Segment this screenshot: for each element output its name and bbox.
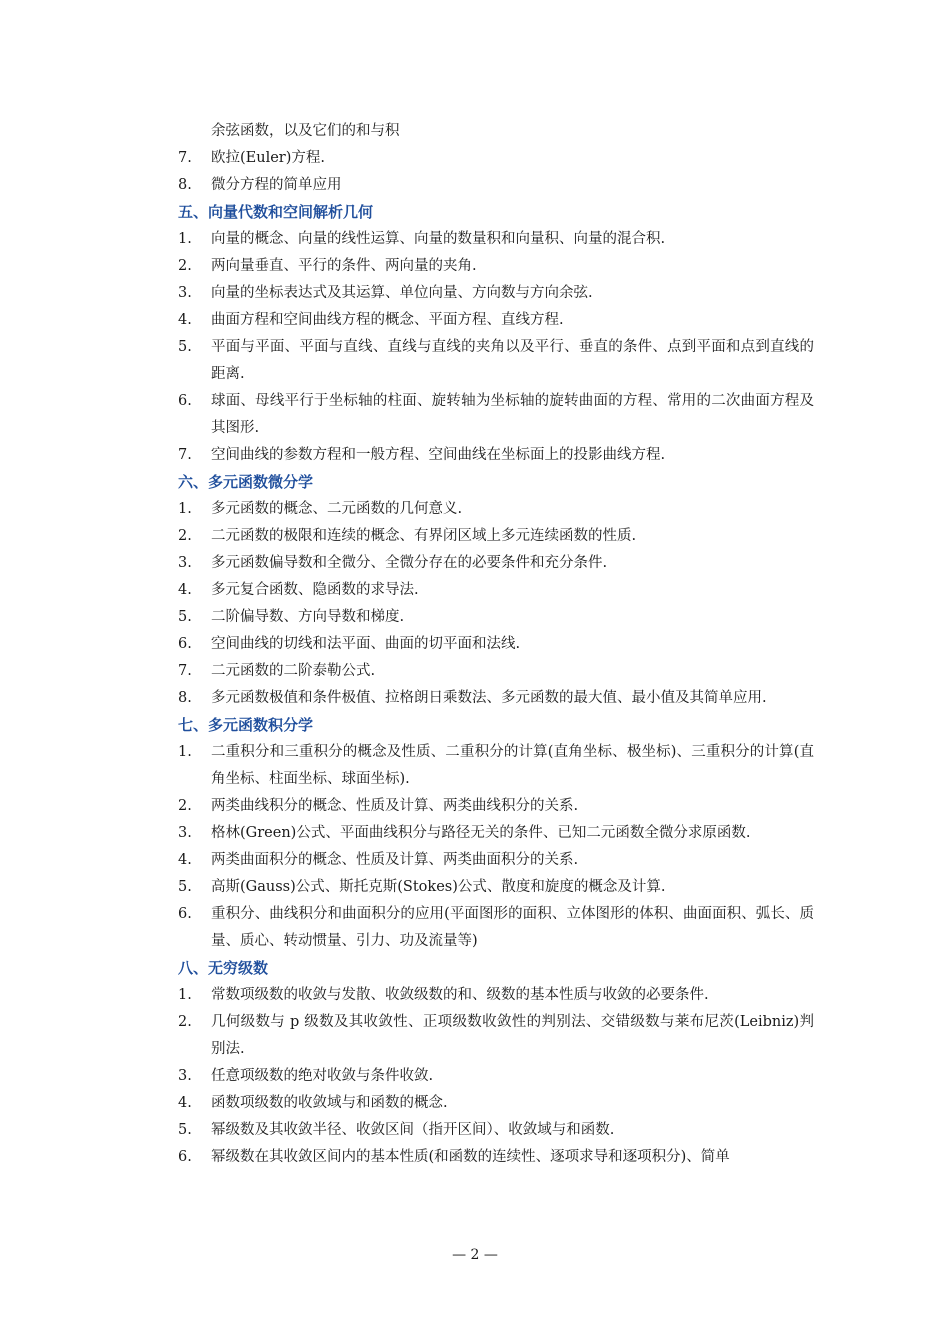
item-text: 两类曲线积分的概念、性质及计算、两类曲线积分的关系.	[211, 798, 579, 814]
list-item	[178, 1009, 814, 1063]
list-item	[178, 1090, 814, 1117]
item-text: 二元函数的二阶泰勒公式.	[211, 663, 376, 679]
item-number: 6.	[178, 906, 192, 922]
list-item	[178, 604, 814, 631]
item-number: 5.	[178, 339, 192, 355]
list-item	[178, 172, 814, 199]
item-text: 函数项级数的收敛域与和函数的概念.	[211, 1095, 448, 1111]
list-item	[178, 280, 814, 307]
item-text: 高斯(Gauss)公式、斯托克斯(Stokes)公式、散度和旋度的概念及计算.	[211, 879, 666, 895]
list-item	[178, 1144, 814, 1171]
list-item	[178, 307, 814, 334]
list-item	[178, 1117, 814, 1144]
item-number: 7.	[178, 663, 192, 679]
item-number: 3.	[178, 285, 192, 301]
list-item	[178, 577, 814, 604]
item-number: 5.	[178, 1122, 192, 1138]
list-item	[178, 820, 814, 847]
page-number: — 2 —	[452, 1247, 498, 1263]
item-number: 7.	[178, 150, 192, 166]
list-item	[178, 550, 814, 577]
list-item	[178, 658, 814, 685]
list-item	[178, 334, 814, 388]
section-heading: 六、多元函数微分学	[178, 473, 314, 491]
item-text: 微分方程的简单应用	[211, 177, 342, 193]
item-text: 曲面方程和空间曲线方程的概念、平面方程、直线方程.	[211, 312, 564, 328]
item-text: 二元函数的极限和连续的概念、有界闭区域上多元连续函数的性质.	[211, 528, 637, 544]
item-text: 常数项级数的收敛与发散、收敛级数的和、级数的基本性质与收敛的必要条件.	[211, 987, 709, 1003]
item-number: 3.	[178, 555, 192, 571]
item-text: 多元函数极值和条件极值、拉格朗日乘数法、多元函数的最大值、最小值及其简单应用.	[211, 690, 767, 706]
section-heading: 五、向量代数和空间解析几何	[178, 203, 374, 221]
list-item	[178, 901, 814, 955]
item-text: 空间曲线的切线和法平面、曲面的切平面和法线.	[211, 636, 521, 652]
item-number: 5.	[178, 879, 192, 895]
item-number: 1.	[178, 744, 192, 760]
list-item	[178, 739, 814, 793]
list-item	[178, 793, 814, 820]
item-number: 4.	[178, 582, 192, 598]
item-number: 3.	[178, 1068, 192, 1084]
item-text: 重积分、曲线积分和曲面积分的应用(平面图形的面积、立体图形的体积、曲面面积、弧长、质量、质心、转动惯量、引力、功及流量等)	[211, 906, 814, 949]
section-heading: 八、无穷级数	[178, 959, 269, 977]
item-number: 4.	[178, 312, 192, 328]
item-text: 向量的概念、向量的线性运算、向量的数量积和向量积、向量的混合积.	[211, 231, 666, 247]
list-item	[178, 685, 814, 712]
item-number: 1.	[178, 501, 192, 517]
item-text: 欧拉(Euler)方程.	[211, 150, 325, 166]
carryover-text: 余弦函数，以及它们的和与积	[211, 123, 400, 139]
item-number: 8.	[178, 690, 192, 706]
item-text: 幂级数在其收敛区间内的基本性质(和函数的连续性、逐项求导和逐项积分)、简单	[211, 1149, 730, 1165]
list-item	[178, 145, 814, 172]
item-text: 几何级数与 p 级数及其收敛性、正项级数收敛性的判别法、交错级数与莱布尼茨(Leibniz)判别法.	[211, 1014, 814, 1057]
item-text: 多元函数偏导数和全微分、全微分存在的必要条件和充分条件.	[211, 555, 608, 571]
item-text: 两类曲面积分的概念、性质及计算、两类曲面积分的关系.	[211, 852, 579, 868]
item-number: 3.	[178, 825, 192, 841]
list-item	[178, 523, 814, 550]
list-item	[178, 874, 814, 901]
list-item	[178, 631, 814, 658]
item-number: 2.	[178, 798, 192, 814]
item-number: 1.	[178, 231, 192, 247]
item-text: 多元函数的概念、二元函数的几何意义.	[211, 501, 463, 517]
item-text: 两向量垂直、平行的条件、两向量的夹角.	[211, 258, 477, 274]
list-item	[178, 226, 814, 253]
item-number: 4.	[178, 852, 192, 868]
item-text: 平面与平面、平面与直线、直线与直线的夹角以及平行、垂直的条件、点到平面和点到直线的距离.	[211, 339, 814, 382]
item-text: 向量的坐标表达式及其运算、单位向量、方向数与方向余弦.	[211, 285, 593, 301]
item-number: 5.	[178, 609, 192, 625]
item-number: 6.	[178, 636, 192, 652]
section-heading: 七、多元函数积分学	[178, 716, 314, 734]
list-item	[178, 496, 814, 523]
list-item	[178, 253, 814, 280]
syllabus-content	[178, 118, 814, 1171]
item-number: 2.	[178, 528, 192, 544]
list-item	[178, 982, 814, 1009]
item-number: 8.	[178, 177, 192, 193]
list-item	[178, 1063, 814, 1090]
item-number: 2.	[178, 1014, 192, 1030]
item-text: 幂级数及其收敛半径、收敛区间（指开区间）、收敛域与和函数.	[211, 1122, 615, 1138]
item-number: 6.	[178, 1149, 192, 1165]
item-number: 7.	[178, 447, 192, 463]
item-text: 二重积分和三重积分的概念及性质、二重积分的计算(直角坐标、极坐标)、三重积分的计算(直角坐标、柱面坐标、球面坐标).	[211, 744, 814, 787]
item-text: 任意项级数的绝对收敛与条件收敛.	[211, 1068, 434, 1084]
item-text: 多元复合函数、隐函数的求导法.	[211, 582, 419, 598]
list-item	[178, 388, 814, 442]
item-number: 1.	[178, 987, 192, 1003]
item-number: 6.	[178, 393, 192, 409]
item-text: 二阶偏导数、方向导数和梯度.	[211, 609, 405, 625]
item-text: 球面、母线平行于坐标轴的柱面、旋转轴为坐标轴的旋转曲面的方程、常用的二次曲面方程及其图形.	[211, 393, 814, 436]
item-number: 4.	[178, 1095, 192, 1111]
list-item	[178, 442, 814, 469]
item-number: 2.	[178, 258, 192, 274]
list-item	[178, 847, 814, 874]
item-text: 空间曲线的参数方程和一般方程、空间曲线在坐标面上的投影曲线方程.	[211, 447, 666, 463]
item-text: 格林(Green)公式、平面曲线积分与路径无关的条件、已知二元函数全微分求原函数.	[211, 825, 751, 841]
